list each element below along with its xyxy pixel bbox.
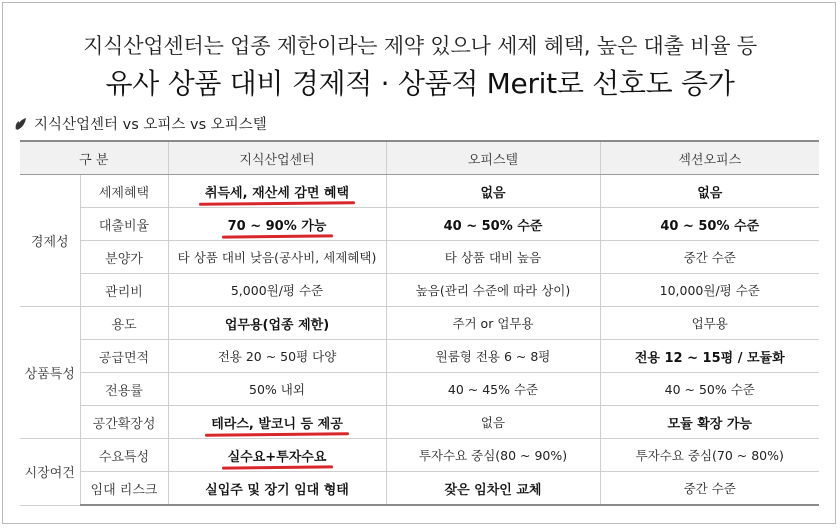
- cell-value: 없음: [386, 175, 600, 208]
- subheading-text: 지식산업센터 vs 오피스 vs 오피스텔: [34, 117, 267, 133]
- row-label: 관리비: [80, 274, 168, 307]
- group-product: 상품특성: [20, 307, 80, 439]
- cell-value: 없음: [386, 406, 600, 439]
- cell-value: 없음: [600, 175, 819, 208]
- row-label: 분양가: [80, 241, 168, 274]
- table-header-row: [20, 141, 819, 175]
- row-label: 세제혜택: [80, 175, 168, 208]
- table-row: [20, 307, 819, 340]
- cell-value: 높음(관리 수준에 따라 상이): [386, 274, 600, 307]
- row-label: 용도: [80, 307, 168, 340]
- cell-value: 업무용: [600, 307, 819, 340]
- cell-value: 50% 내외: [168, 373, 386, 406]
- cell-value: 40 ~ 50% 수준: [600, 373, 819, 406]
- row-label: 공간확장성: [80, 406, 168, 439]
- cell-value: 전용 20 ~ 50평 다양: [168, 340, 386, 373]
- cell-value: 원룸형 전용 6 ~ 8평: [386, 340, 600, 373]
- cell-value: 잦은 임차인 교체: [386, 472, 600, 506]
- group-market: 시장여건: [20, 439, 80, 506]
- row-label: 공급면적: [80, 340, 168, 373]
- cell-value: 타 상품 대비 높음: [386, 241, 600, 274]
- cell-value: 모듈 확장 가능: [600, 406, 819, 439]
- cell-value: 투자수요 중심(80 ~ 90%): [386, 439, 600, 472]
- cell-value: 취득세, 재산세 감면 혜택: [205, 182, 349, 201]
- row-label: 전용률: [80, 373, 168, 406]
- cell-value: 타 상품 대비 낮음(공사비, 세제혜택): [168, 241, 386, 274]
- header-knowledge-center: 지식산업센터: [168, 141, 386, 175]
- title-line-2: 유사 상품 대비 경제적 · 상품적 Merit로 선호도 증가: [105, 67, 735, 100]
- table-row: [20, 208, 819, 241]
- header-officetel: 오피스텔: [386, 141, 600, 175]
- table-row: [20, 340, 819, 373]
- table-row: [20, 175, 819, 208]
- header-category: 구 분: [20, 141, 168, 175]
- table-row: [20, 241, 819, 274]
- cell-value: 10,000원/평 수준: [600, 274, 819, 307]
- cell-value: 40 ~ 50% 수준: [386, 208, 600, 241]
- header-section-office: 섹션오피스: [600, 141, 819, 175]
- table-row: [20, 439, 819, 472]
- comparison-table: [20, 140, 819, 506]
- cell-value: 70 ~ 90% 가능: [228, 215, 327, 234]
- cell-value: 업무용(업종 제한): [168, 307, 386, 340]
- row-label: 임대 리스크: [80, 472, 168, 506]
- cell-value: 전용 12 ~ 15평 / 모듈화: [600, 340, 819, 373]
- subheading: [14, 113, 267, 134]
- cell-value: 실입주 및 장기 임대 형태: [168, 472, 386, 506]
- table-row: [20, 274, 819, 307]
- cell-value: 40 ~ 45% 수준: [386, 373, 600, 406]
- leaf-icon: [14, 116, 30, 132]
- row-label: 대출비율: [80, 208, 168, 241]
- table-row: [20, 406, 819, 439]
- table-row: [20, 472, 819, 506]
- group-economy: 경제성: [20, 175, 80, 307]
- cell-value: 중간 수준: [600, 241, 819, 274]
- row-label: 수요특성: [80, 439, 168, 472]
- cell-value: 40 ~ 50% 수준: [600, 208, 819, 241]
- cell-value: 테라스, 발코니 등 제공: [211, 413, 343, 432]
- title-line-1: 지식산업센터는 업종 제한이라는 제약 있으나 세제 혜택, 높은 대출 비율 등: [83, 34, 757, 58]
- cell-value: 주거 or 업무용: [386, 307, 600, 340]
- cell-value: 5,000원/평 수준: [168, 274, 386, 307]
- table-row: [20, 373, 819, 406]
- cell-value: 실수요+투자수요: [228, 446, 327, 465]
- cell-value: 중간 수준: [600, 472, 819, 506]
- cell-value: 투자수요 중심(70 ~ 80%): [600, 439, 819, 472]
